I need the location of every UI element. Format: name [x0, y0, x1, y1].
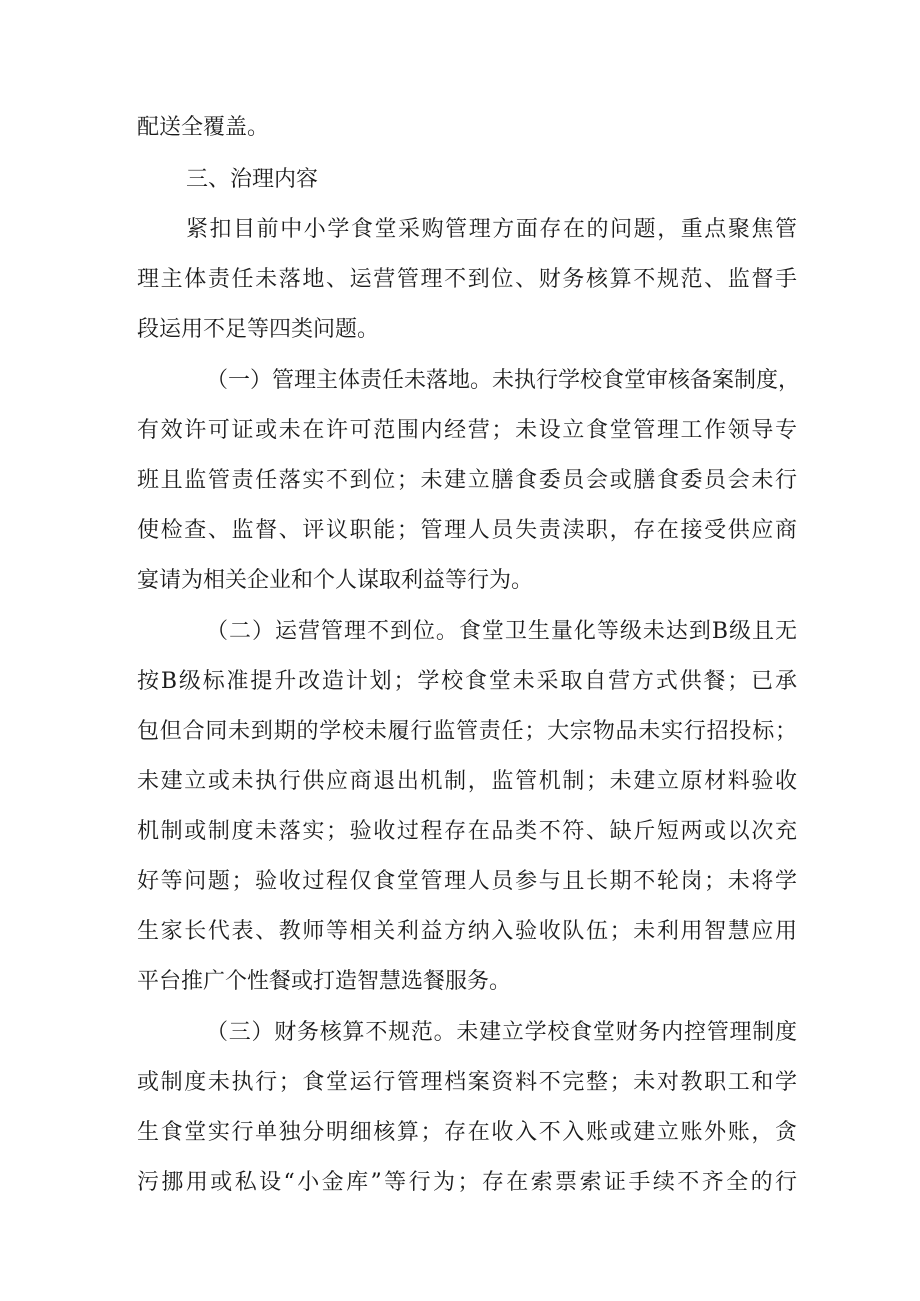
section-heading: 三、治理内容: [186, 167, 319, 192]
text-line: 或制度未执行；食堂运行管理档案资料不完整；未对教职工和学: [137, 1070, 797, 1095]
text-line: 机制或制度未落实；验收过程存在品类不符、缺斤短两或以次充: [137, 819, 797, 844]
text-line: 使检查、监督、评议职能；管理人员失责渎职，存在接受供应商: [137, 518, 797, 543]
text-line: 段运用不足等四类问题。: [137, 317, 380, 342]
text-line: 有效许可证或未在许可范围内经营；未设立食堂管理工作领导专: [137, 418, 797, 443]
text-line: 按B级标准提升改造计划；学校食堂未采取自营方式供餐；已承: [137, 669, 797, 694]
text-line: 污挪用或私设“小金库”等行为；存在索票索证手续不齐全的行: [137, 1170, 797, 1195]
text-line: 宴请为相关企业和个人谋取利益等行为。: [137, 568, 534, 593]
subsection-heading-1: （一）管理主体责任未落地。未执行学校食堂审核备案制度，: [206, 368, 801, 393]
text-line: 包但合同未到期的学校未履行监管责任；大宗物品未实行招投标；: [137, 719, 797, 744]
text-line: 生食堂实行单独分明细核算；存在收入不入账或建立账外账，贪: [137, 1120, 797, 1145]
text-line: 未建立或未执行供应商退出机制，监管机制；未建立原材料验收: [137, 769, 797, 794]
text-line: 生家长代表、教师等相关利益方纳入验收队伍；未利用智慧应用: [137, 919, 797, 944]
text-line: 好等问题；验收过程仅食堂管理人员参与且长期不轮岗；未将学: [137, 869, 797, 894]
text-line: 平台推广个性餐或打造智慧选餐服务。: [137, 969, 512, 994]
subsection-heading-3: （三）财务核算不规范。未建立学校食堂财务内控管理制度: [206, 1020, 797, 1045]
text-line: 配送全覆盖。: [137, 115, 270, 140]
text-line: 班且监管责任落实不到位；未建立膳食委员会或膳食委员会未行: [137, 468, 797, 493]
text-line: 理主体责任未落地、运营管理不到位、财务核算不规范、监督手: [137, 267, 797, 292]
text-line: 紧扣目前中小学食堂采购管理方面存在的问题，重点聚焦管: [186, 217, 797, 242]
subsection-heading-2: （二）运营管理不到位。食堂卫生量化等级未达到B级且无: [206, 619, 797, 644]
